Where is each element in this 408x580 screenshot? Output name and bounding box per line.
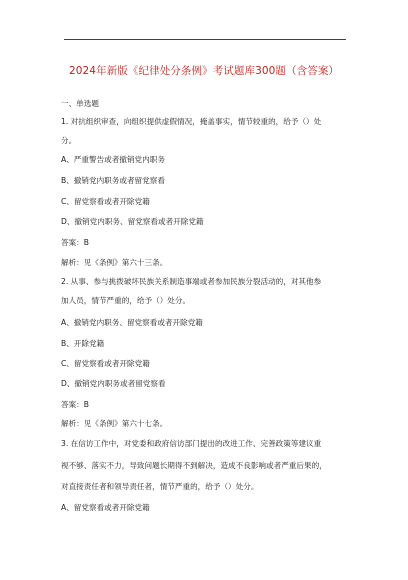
header-rule (64, 39, 346, 40)
question-1-option-d: D、撤销党内职务、留党察看或者开除党籍 (61, 217, 204, 226)
question-1-stem-line-1: 1. 对抗组织审查，向组织提供虚假情况，掩盖事实，情节较重的，给予（）处 (61, 117, 322, 126)
question-2-analysis: 解析：见《条例》第六十七条。 (61, 419, 168, 428)
question-1-option-b: B、撤销党内职务或者留党察看 (61, 176, 165, 185)
question-3-stem-line-1: 3. 在信访工作中，对党委和政府信访部门提出的改进工作、完善政策等建议重 (61, 439, 322, 448)
question-2-option-c: C、留党察看或者开除党籍 (61, 359, 150, 368)
question-3-option-a: A、留党察看或者开除党籍 (61, 503, 150, 512)
question-1-analysis: 解析：见《条例》第六十三条。 (61, 258, 168, 267)
question-2-answer: 答案：B (61, 400, 89, 409)
question-3-stem-line-3: 对直接责任者和领导责任者，情节严重的，给予（）处分。 (61, 482, 259, 491)
question-2-option-b: B、开除党籍 (61, 339, 105, 348)
question-2-stem-line-2: 加人员，情节严重的，给予（）处分。 (61, 296, 191, 305)
question-1-option-c: C、留党察看或者开除党籍 (61, 197, 150, 206)
question-2-stem-line-1: 2. 从事、参与挑拨破坏民族关系制造事端或者参加民族分裂活动的，对其他参 (61, 277, 322, 286)
question-2-option-d: D、撤销党内职务或者留党察看 (61, 379, 166, 388)
question-3-stem-line-2: 视不够、落实不力，导致问题长期得不到解决，造成不良影响或者严重后果的， (61, 461, 327, 470)
question-2-option-a: A、撤销党内职务、留党察看或者开除党籍 (61, 318, 203, 327)
document-title: 2024年新版《纪律处分条例》考试题库300题（含答案） (68, 65, 340, 77)
section-heading: 一、单选题 (61, 99, 99, 108)
question-1-option-a: A、严重警告或者撤销党内职务 (61, 155, 165, 164)
question-1-stem-line-2: 分。 (61, 136, 77, 145)
question-1-answer: 答案：B (61, 238, 89, 247)
